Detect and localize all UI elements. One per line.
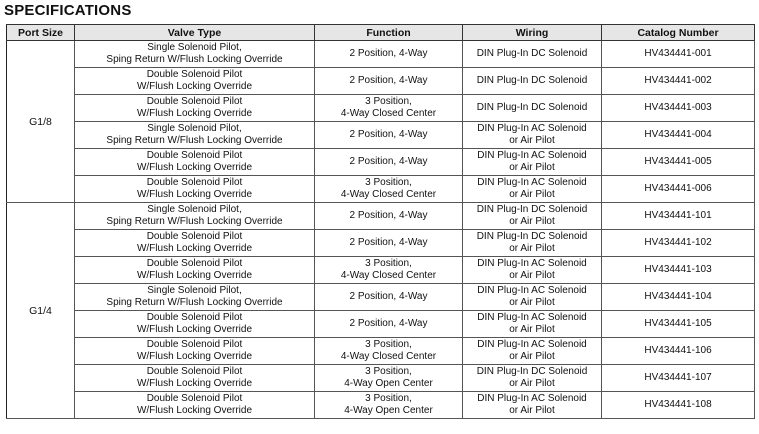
function-line: 3 Position,	[365, 258, 412, 269]
table-row	[7, 338, 755, 365]
valve-type-line: W/Flush Locking Override	[136, 243, 253, 254]
wiring-line: DIN Plug-In DC Solenoid	[476, 204, 588, 215]
valve-type-line: W/Flush Locking Override	[136, 351, 253, 362]
wiring-cell	[463, 365, 602, 392]
valve-type-line: W/Flush Locking Override	[136, 108, 253, 119]
valve-type-line: Double Solenoid Pilot	[146, 150, 243, 161]
valve-type-cell	[75, 338, 315, 365]
valve-type-line: Double Solenoid Pilot	[146, 96, 243, 107]
table-row	[7, 392, 755, 419]
page-title: SPECIFICATIONS	[4, 2, 132, 19]
valve-type-line: Double Solenoid Pilot	[146, 366, 243, 377]
wiring-line: or Air Pilot	[509, 405, 555, 416]
wiring-cell	[463, 392, 602, 419]
port-size-cell: G1/4	[7, 203, 75, 419]
valve-type-line: W/Flush Locking Override	[136, 162, 253, 173]
catalog-number-cell: HV434441-006	[602, 176, 755, 203]
valve-type-cell	[75, 230, 315, 257]
wiring-cell	[463, 257, 602, 284]
function-line: 2 Position, 4-Way	[349, 210, 428, 221]
function-line: 4-Way Open Center	[344, 378, 433, 389]
wiring-line: or Air Pilot	[509, 378, 555, 389]
valve-type-line: Single Solenoid Pilot,	[147, 204, 242, 215]
catalog-number-cell: HV434441-101	[602, 203, 755, 230]
wiring-line: DIN Plug-In DC Solenoid	[476, 48, 588, 59]
valve-type-line: Double Solenoid Pilot	[146, 312, 243, 323]
wiring-cell	[463, 149, 602, 176]
catalog-number-cell: HV434441-107	[602, 365, 755, 392]
function-cell	[315, 95, 463, 122]
valve-type-cell	[75, 95, 315, 122]
header-function: Function	[315, 25, 463, 41]
function-cell	[315, 68, 463, 95]
function-cell	[315, 392, 463, 419]
function-cell	[315, 284, 463, 311]
valve-type-line: W/Flush Locking Override	[136, 324, 253, 335]
function-line: 3 Position,	[365, 177, 412, 188]
valve-type-cell	[75, 122, 315, 149]
valve-type-cell	[75, 68, 315, 95]
valve-type-cell	[75, 284, 315, 311]
valve-type-line: Sping Return W/Flush Locking Override	[106, 297, 283, 308]
header-port-size: Port Size	[7, 25, 75, 41]
wiring-cell	[463, 338, 602, 365]
table-header	[7, 25, 755, 41]
wiring-line: DIN Plug-In AC Solenoid	[477, 312, 587, 323]
function-line: 2 Position, 4-Way	[349, 129, 428, 140]
function-cell	[315, 122, 463, 149]
valve-type-line: Sping Return W/Flush Locking Override	[106, 216, 283, 227]
wiring-line: or Air Pilot	[509, 135, 555, 146]
valve-type-line: W/Flush Locking Override	[136, 81, 253, 92]
function-line: 4-Way Closed Center	[340, 108, 437, 119]
wiring-cell	[463, 95, 602, 122]
catalog-number-cell: HV434441-108	[602, 392, 755, 419]
table-row	[7, 41, 755, 68]
wiring-cell	[463, 284, 602, 311]
valve-type-line: Single Solenoid Pilot,	[147, 42, 242, 53]
table-row	[7, 284, 755, 311]
function-line: 4-Way Closed Center	[340, 270, 437, 281]
valve-type-cell	[75, 311, 315, 338]
wiring-cell	[463, 311, 602, 338]
function-line: 4-Way Closed Center	[340, 351, 437, 362]
wiring-line: DIN Plug-In AC Solenoid	[477, 123, 587, 134]
catalog-number-cell: HV434441-005	[602, 149, 755, 176]
function-line: 3 Position,	[365, 393, 412, 404]
wiring-line: DIN Plug-In AC Solenoid	[477, 150, 587, 161]
port-size-cell: G1/8	[7, 41, 75, 203]
function-cell	[315, 338, 463, 365]
valve-type-line: Sping Return W/Flush Locking Override	[106, 135, 283, 146]
catalog-number-cell: HV434441-102	[602, 230, 755, 257]
valve-type-cell	[75, 392, 315, 419]
table-row	[7, 68, 755, 95]
valve-type-line: Double Solenoid Pilot	[146, 177, 243, 188]
wiring-line: DIN Plug-In DC Solenoid	[476, 102, 588, 113]
table-row	[7, 311, 755, 338]
wiring-line: DIN Plug-In AC Solenoid	[477, 339, 587, 350]
valve-type-line: Double Solenoid Pilot	[146, 258, 243, 269]
function-cell	[315, 311, 463, 338]
header-wiring: Wiring	[463, 25, 602, 41]
function-line: 3 Position,	[365, 366, 412, 377]
wiring-line: or Air Pilot	[509, 324, 555, 335]
catalog-number-cell: HV434441-103	[602, 257, 755, 284]
wiring-line: or Air Pilot	[509, 270, 555, 281]
wiring-cell	[463, 122, 602, 149]
wiring-line: DIN Plug-In DC Solenoid	[476, 366, 588, 377]
catalog-number-cell: HV434441-104	[602, 284, 755, 311]
wiring-line: or Air Pilot	[509, 297, 555, 308]
function-line: 4-Way Closed Center	[340, 189, 437, 200]
valve-type-cell	[75, 41, 315, 68]
table-row	[7, 122, 755, 149]
table-row	[7, 95, 755, 122]
function-cell	[315, 203, 463, 230]
function-cell	[315, 149, 463, 176]
valve-type-cell	[75, 176, 315, 203]
valve-type-line: W/Flush Locking Override	[136, 189, 253, 200]
wiring-cell	[463, 41, 602, 68]
valve-type-line: Single Solenoid Pilot,	[147, 123, 242, 134]
valve-type-cell	[75, 365, 315, 392]
table-row	[7, 257, 755, 284]
function-cell	[315, 230, 463, 257]
function-line: 2 Position, 4-Way	[349, 156, 428, 167]
table-row	[7, 203, 755, 230]
specifications-table	[6, 24, 755, 419]
valve-type-line: Single Solenoid Pilot,	[147, 285, 242, 296]
valve-type-line: Double Solenoid Pilot	[146, 393, 243, 404]
wiring-line: DIN Plug-In AC Solenoid	[477, 258, 587, 269]
valve-type-cell	[75, 203, 315, 230]
wiring-line: or Air Pilot	[509, 189, 555, 200]
wiring-line: DIN Plug-In AC Solenoid	[477, 285, 587, 296]
function-line: 2 Position, 4-Way	[349, 75, 428, 86]
wiring-line: or Air Pilot	[509, 216, 555, 227]
valve-type-line: Double Solenoid Pilot	[146, 69, 243, 80]
table-row	[7, 365, 755, 392]
wiring-line: DIN Plug-In AC Solenoid	[477, 393, 587, 404]
function-cell	[315, 257, 463, 284]
function-cell	[315, 41, 463, 68]
wiring-cell	[463, 203, 602, 230]
catalog-number-cell: HV434441-002	[602, 68, 755, 95]
table-body	[7, 41, 755, 419]
wiring-cell	[463, 230, 602, 257]
function-line: 3 Position,	[365, 96, 412, 107]
header-catalog-number: Catalog Number	[602, 25, 755, 41]
header-row	[7, 25, 755, 41]
catalog-number-cell: HV434441-001	[602, 41, 755, 68]
valve-type-line: W/Flush Locking Override	[136, 378, 253, 389]
wiring-cell	[463, 68, 602, 95]
table-row	[7, 149, 755, 176]
catalog-number-cell: HV434441-003	[602, 95, 755, 122]
valve-type-cell	[75, 149, 315, 176]
wiring-line: DIN Plug-In AC Solenoid	[477, 177, 587, 188]
wiring-line: or Air Pilot	[509, 162, 555, 173]
function-line: 2 Position, 4-Way	[349, 48, 428, 59]
valve-type-cell	[75, 257, 315, 284]
wiring-line: or Air Pilot	[509, 243, 555, 254]
wiring-line: DIN Plug-In DC Solenoid	[476, 231, 588, 242]
function-line: 4-Way Open Center	[344, 405, 433, 416]
function-cell	[315, 365, 463, 392]
table-row	[7, 230, 755, 257]
wiring-line: DIN Plug-In DC Solenoid	[476, 75, 588, 86]
wiring-cell	[463, 176, 602, 203]
function-line: 2 Position, 4-Way	[349, 237, 428, 248]
valve-type-line: Double Solenoid Pilot	[146, 231, 243, 242]
catalog-number-cell: HV434441-004	[602, 122, 755, 149]
catalog-number-cell: HV434441-105	[602, 311, 755, 338]
table-row	[7, 176, 755, 203]
function-cell	[315, 176, 463, 203]
valve-type-line: Sping Return W/Flush Locking Override	[106, 54, 283, 65]
wiring-line: or Air Pilot	[509, 351, 555, 362]
function-line: 2 Position, 4-Way	[349, 291, 428, 302]
valve-type-line: W/Flush Locking Override	[136, 270, 253, 281]
header-valve-type: Valve Type	[75, 25, 315, 41]
function-line: 3 Position,	[365, 339, 412, 350]
valve-type-line: Double Solenoid Pilot	[146, 339, 243, 350]
valve-type-line: W/Flush Locking Override	[136, 405, 253, 416]
function-line: 2 Position, 4-Way	[349, 318, 428, 329]
catalog-number-cell: HV434441-106	[602, 338, 755, 365]
